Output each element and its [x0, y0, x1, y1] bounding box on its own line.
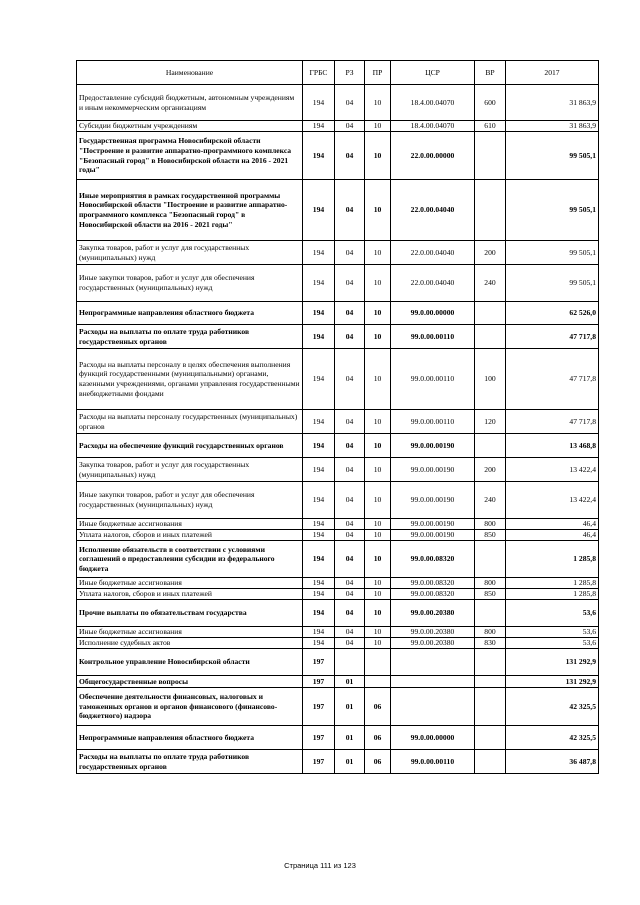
cell-csr: 99.0.00.00000	[391, 726, 475, 750]
cell-pr: 10	[365, 349, 391, 410]
cell-pr: 10	[365, 180, 391, 241]
cell-pr: 10	[365, 541, 391, 578]
cell-grbs: 194	[303, 589, 335, 600]
cell-amount: 131 292,9	[506, 649, 599, 676]
cell-rz: 04	[335, 410, 365, 434]
cell-csr: 99.0.00.08320	[391, 589, 475, 600]
cell-vr: 850	[475, 589, 506, 600]
cell-amount: 42 325,5	[506, 688, 599, 726]
cell-vr	[475, 302, 506, 325]
table-row	[77, 541, 599, 578]
cell-pr: 10	[365, 627, 391, 638]
table-row	[77, 325, 599, 349]
cell-grbs: 194	[303, 541, 335, 578]
cell-rz: 04	[335, 589, 365, 600]
cell-csr: 99.0.00.00110	[391, 325, 475, 349]
table-row	[77, 434, 599, 458]
cell-grbs: 194	[303, 85, 335, 121]
cell-pr: 10	[365, 325, 391, 349]
table-row	[77, 578, 599, 589]
cell-rz: 04	[335, 578, 365, 589]
cell-amount: 31 863,9	[506, 121, 599, 132]
cell-rz: 04	[335, 265, 365, 302]
cell-pr: 06	[365, 688, 391, 726]
cell-amount: 1 285,8	[506, 541, 599, 578]
cell-vr: 200	[475, 458, 506, 482]
cell-name: Исполнение обязательств в соответствии с условиями соглашений о предоставлении субсидии из федерального бюджета	[77, 541, 303, 578]
cell-grbs: 194	[303, 132, 335, 180]
cell-name: Расходы на выплаты по оплате труда работников государственных органов	[77, 325, 303, 349]
cell-csr: 99.0.00.20380	[391, 638, 475, 649]
cell-grbs: 194	[303, 302, 335, 325]
cell-grbs: 194	[303, 638, 335, 649]
cell-vr: 100	[475, 349, 506, 410]
cell-pr: 10	[365, 519, 391, 530]
cell-amount: 62 526,0	[506, 302, 599, 325]
header-pr: ПР	[365, 61, 391, 85]
table-row	[77, 627, 599, 638]
cell-pr: 10	[365, 241, 391, 265]
cell-amount: 131 292,9	[506, 676, 599, 688]
cell-amount: 31 863,9	[506, 85, 599, 121]
cell-amount: 99 505,1	[506, 180, 599, 241]
cell-grbs: 194	[303, 241, 335, 265]
cell-csr	[391, 649, 475, 676]
cell-name: Иные закупки товаров, работ и услуг для обеспечения государственных (муниципальных) нужд	[77, 482, 303, 519]
cell-name: Контрольное управление Новосибирской области	[77, 649, 303, 676]
cell-rz: 04	[335, 530, 365, 541]
cell-csr: 99.0.00.08320	[391, 541, 475, 578]
cell-amount: 47 717,8	[506, 325, 599, 349]
cell-rz: 04	[335, 482, 365, 519]
document-page	[76, 60, 598, 774]
table-row	[77, 589, 599, 600]
cell-name: Обеспечение деятельности финансовых, налоговых и таможенных органов и органов финансового (финансово-бюджетного) надзора	[77, 688, 303, 726]
cell-amount: 99 505,1	[506, 241, 599, 265]
cell-csr: 99.0.00.00110	[391, 349, 475, 410]
table-row	[77, 349, 599, 410]
cell-name: Иные закупки товаров, работ и услуг для обеспечения государственных (муниципальных) нужд	[77, 265, 303, 302]
cell-rz	[335, 649, 365, 676]
cell-name: Закупка товаров, работ и услуг для государственных (муниципальных) нужд	[77, 458, 303, 482]
cell-vr: 850	[475, 530, 506, 541]
cell-vr: 830	[475, 638, 506, 649]
cell-rz: 01	[335, 676, 365, 688]
cell-vr: 240	[475, 265, 506, 302]
cell-csr: 99.0.00.00190	[391, 482, 475, 519]
cell-grbs: 194	[303, 434, 335, 458]
cell-rz: 04	[335, 638, 365, 649]
cell-pr: 10	[365, 132, 391, 180]
cell-csr: 99.0.00.20380	[391, 627, 475, 638]
cell-rz: 04	[335, 434, 365, 458]
cell-grbs: 194	[303, 627, 335, 638]
cell-csr	[391, 676, 475, 688]
cell-pr: 10	[365, 410, 391, 434]
cell-pr: 10	[365, 638, 391, 649]
cell-name: Иные бюджетные ассигнования	[77, 578, 303, 589]
table-row	[77, 85, 599, 121]
cell-rz: 01	[335, 688, 365, 726]
cell-grbs: 194	[303, 410, 335, 434]
cell-amount: 1 285,8	[506, 589, 599, 600]
cell-rz: 04	[335, 121, 365, 132]
cell-grbs: 197	[303, 688, 335, 726]
cell-pr: 10	[365, 530, 391, 541]
cell-csr: 18.4.00.04070	[391, 121, 475, 132]
cell-vr	[475, 676, 506, 688]
cell-grbs: 197	[303, 676, 335, 688]
cell-grbs: 194	[303, 325, 335, 349]
cell-amount: 36 487,8	[506, 750, 599, 774]
header-name: Наименование	[77, 61, 303, 85]
cell-rz: 04	[335, 627, 365, 638]
cell-vr	[475, 600, 506, 627]
cell-vr	[475, 649, 506, 676]
cell-pr: 10	[365, 121, 391, 132]
table-row	[77, 410, 599, 434]
cell-pr: 06	[365, 750, 391, 774]
cell-amount: 46,4	[506, 530, 599, 541]
cell-amount: 13 422,4	[506, 458, 599, 482]
table-row	[77, 649, 599, 676]
cell-grbs: 194	[303, 121, 335, 132]
cell-pr: 10	[365, 434, 391, 458]
cell-name: Субсидии бюджетным учреждениям	[77, 121, 303, 132]
table-row	[77, 265, 599, 302]
cell-name: Иные мероприятия в рамках государственной программы Новосибирской области "Построение и развитие аппаратно-программного комплекса "Безопасный город" в Новосибирской области на 2016 - 2021 годы"	[77, 180, 303, 241]
cell-vr: 120	[475, 410, 506, 434]
table-body	[77, 85, 599, 774]
cell-vr	[475, 180, 506, 241]
cell-csr: 99.0.00.20380	[391, 600, 475, 627]
cell-pr	[365, 649, 391, 676]
cell-amount: 53,6	[506, 627, 599, 638]
cell-name: Уплата налогов, сборов и иных платежей	[77, 589, 303, 600]
cell-rz: 04	[335, 325, 365, 349]
table-row	[77, 600, 599, 627]
cell-csr: 99.0.00.00190	[391, 434, 475, 458]
cell-pr: 10	[365, 85, 391, 121]
table-row	[77, 530, 599, 541]
table-row	[77, 482, 599, 519]
cell-amount: 47 717,8	[506, 349, 599, 410]
cell-rz: 01	[335, 726, 365, 750]
cell-grbs: 197	[303, 750, 335, 774]
cell-name: Прочие выплаты по обязательствам государства	[77, 600, 303, 627]
cell-grbs: 194	[303, 265, 335, 302]
cell-name: Уплата налогов, сборов и иных платежей	[77, 530, 303, 541]
cell-rz: 04	[335, 519, 365, 530]
cell-name: Расходы на обеспечение функций государственных органов	[77, 434, 303, 458]
cell-grbs: 194	[303, 458, 335, 482]
cell-amount: 53,6	[506, 600, 599, 627]
cell-name: Предоставление субсидий бюджетным, автономным учреждениям и иным некоммерческим организациям	[77, 85, 303, 121]
cell-pr: 10	[365, 302, 391, 325]
cell-name: Расходы на выплаты персоналу в целях обеспечения выполнения функций государственными (муниципальными) органами, казенными учреждениями, органами управления государственными внебюджетными фондами	[77, 349, 303, 410]
cell-amount: 13 422,4	[506, 482, 599, 519]
cell-rz: 04	[335, 302, 365, 325]
cell-amount: 99 505,1	[506, 132, 599, 180]
cell-csr: 99.0.00.00110	[391, 750, 475, 774]
cell-vr: 800	[475, 627, 506, 638]
cell-csr: 99.0.00.08320	[391, 578, 475, 589]
cell-name: Общегосударственные вопросы	[77, 676, 303, 688]
cell-pr	[365, 676, 391, 688]
cell-grbs: 194	[303, 349, 335, 410]
cell-name: Расходы на выплаты по оплате труда работников государственных органов	[77, 750, 303, 774]
cell-pr: 10	[365, 578, 391, 589]
cell-csr: 22.0.00.04040	[391, 180, 475, 241]
cell-amount: 13 468,8	[506, 434, 599, 458]
cell-vr: 600	[475, 85, 506, 121]
cell-csr	[391, 688, 475, 726]
cell-csr: 99.0.00.00190	[391, 530, 475, 541]
table-row	[77, 638, 599, 649]
cell-name: Закупка товаров, работ и услуг для государственных (муниципальных) нужд	[77, 241, 303, 265]
table-row	[77, 750, 599, 774]
cell-amount: 1 285,8	[506, 578, 599, 589]
cell-pr: 10	[365, 589, 391, 600]
cell-csr: 99.0.00.00000	[391, 302, 475, 325]
cell-grbs: 194	[303, 482, 335, 519]
cell-rz: 04	[335, 241, 365, 265]
cell-csr: 22.0.00.00000	[391, 132, 475, 180]
cell-csr: 18.4.00.04070	[391, 85, 475, 121]
cell-amount: 53,6	[506, 638, 599, 649]
cell-vr: 800	[475, 578, 506, 589]
cell-pr: 10	[365, 265, 391, 302]
header-rz: РЗ	[335, 61, 365, 85]
cell-name: Государственная программа Новосибирской области "Построение и развитие аппаратно-программного комплекса "Безопасный город" в Новосибирской области на 2016 - 2021 годы"	[77, 132, 303, 180]
table-header-row	[77, 61, 599, 85]
cell-grbs: 194	[303, 600, 335, 627]
cell-rz: 04	[335, 132, 365, 180]
cell-grbs: 197	[303, 649, 335, 676]
table-row	[77, 726, 599, 750]
cell-grbs: 194	[303, 180, 335, 241]
cell-amount: 47 717,8	[506, 410, 599, 434]
cell-vr: 800	[475, 519, 506, 530]
table-row	[77, 302, 599, 325]
cell-rz: 04	[335, 85, 365, 121]
header-year-2017: 2017	[506, 61, 599, 85]
cell-csr: 22.0.00.04040	[391, 265, 475, 302]
cell-vr	[475, 434, 506, 458]
cell-rz: 04	[335, 600, 365, 627]
cell-pr: 10	[365, 458, 391, 482]
cell-amount: 42 325,5	[506, 726, 599, 750]
header-csr: ЦСР	[391, 61, 475, 85]
cell-rz: 04	[335, 458, 365, 482]
page-footer: Страница 111 из 123	[284, 861, 356, 870]
cell-csr: 99.0.00.00110	[391, 410, 475, 434]
cell-name: Непрограммные направления областного бюджета	[77, 726, 303, 750]
table-row	[77, 180, 599, 241]
cell-pr: 06	[365, 726, 391, 750]
table-row	[77, 132, 599, 180]
cell-grbs: 194	[303, 578, 335, 589]
cell-csr: 22.0.00.04040	[391, 241, 475, 265]
table-row	[77, 121, 599, 132]
header-grbs: ГРБС	[303, 61, 335, 85]
cell-rz: 04	[335, 180, 365, 241]
cell-name: Расходы на выплаты персоналу государственных (муниципальных) органов	[77, 410, 303, 434]
cell-vr: 200	[475, 241, 506, 265]
cell-pr: 10	[365, 600, 391, 627]
cell-vr	[475, 726, 506, 750]
cell-csr: 99.0.00.00190	[391, 519, 475, 530]
cell-vr	[475, 325, 506, 349]
cell-name: Исполнение судебных актов	[77, 638, 303, 649]
cell-vr: 610	[475, 121, 506, 132]
cell-grbs: 197	[303, 726, 335, 750]
cell-name: Иные бюджетные ассигнования	[77, 519, 303, 530]
cell-vr	[475, 750, 506, 774]
table-row	[77, 688, 599, 726]
cell-rz: 01	[335, 750, 365, 774]
header-vr: ВР	[475, 61, 506, 85]
table-row	[77, 519, 599, 530]
cell-rz: 04	[335, 349, 365, 410]
budget-table	[76, 60, 599, 774]
cell-rz: 04	[335, 541, 365, 578]
cell-vr: 240	[475, 482, 506, 519]
cell-vr	[475, 688, 506, 726]
table-row	[77, 241, 599, 265]
table-row	[77, 676, 599, 688]
cell-grbs: 194	[303, 519, 335, 530]
cell-vr	[475, 541, 506, 578]
cell-pr: 10	[365, 482, 391, 519]
cell-amount: 46,4	[506, 519, 599, 530]
cell-name: Непрограммные направления областного бюджета	[77, 302, 303, 325]
cell-amount: 99 505,1	[506, 265, 599, 302]
cell-csr: 99.0.00.00190	[391, 458, 475, 482]
cell-vr	[475, 132, 506, 180]
table-row	[77, 458, 599, 482]
cell-grbs: 194	[303, 530, 335, 541]
cell-name: Иные бюджетные ассигнования	[77, 627, 303, 638]
